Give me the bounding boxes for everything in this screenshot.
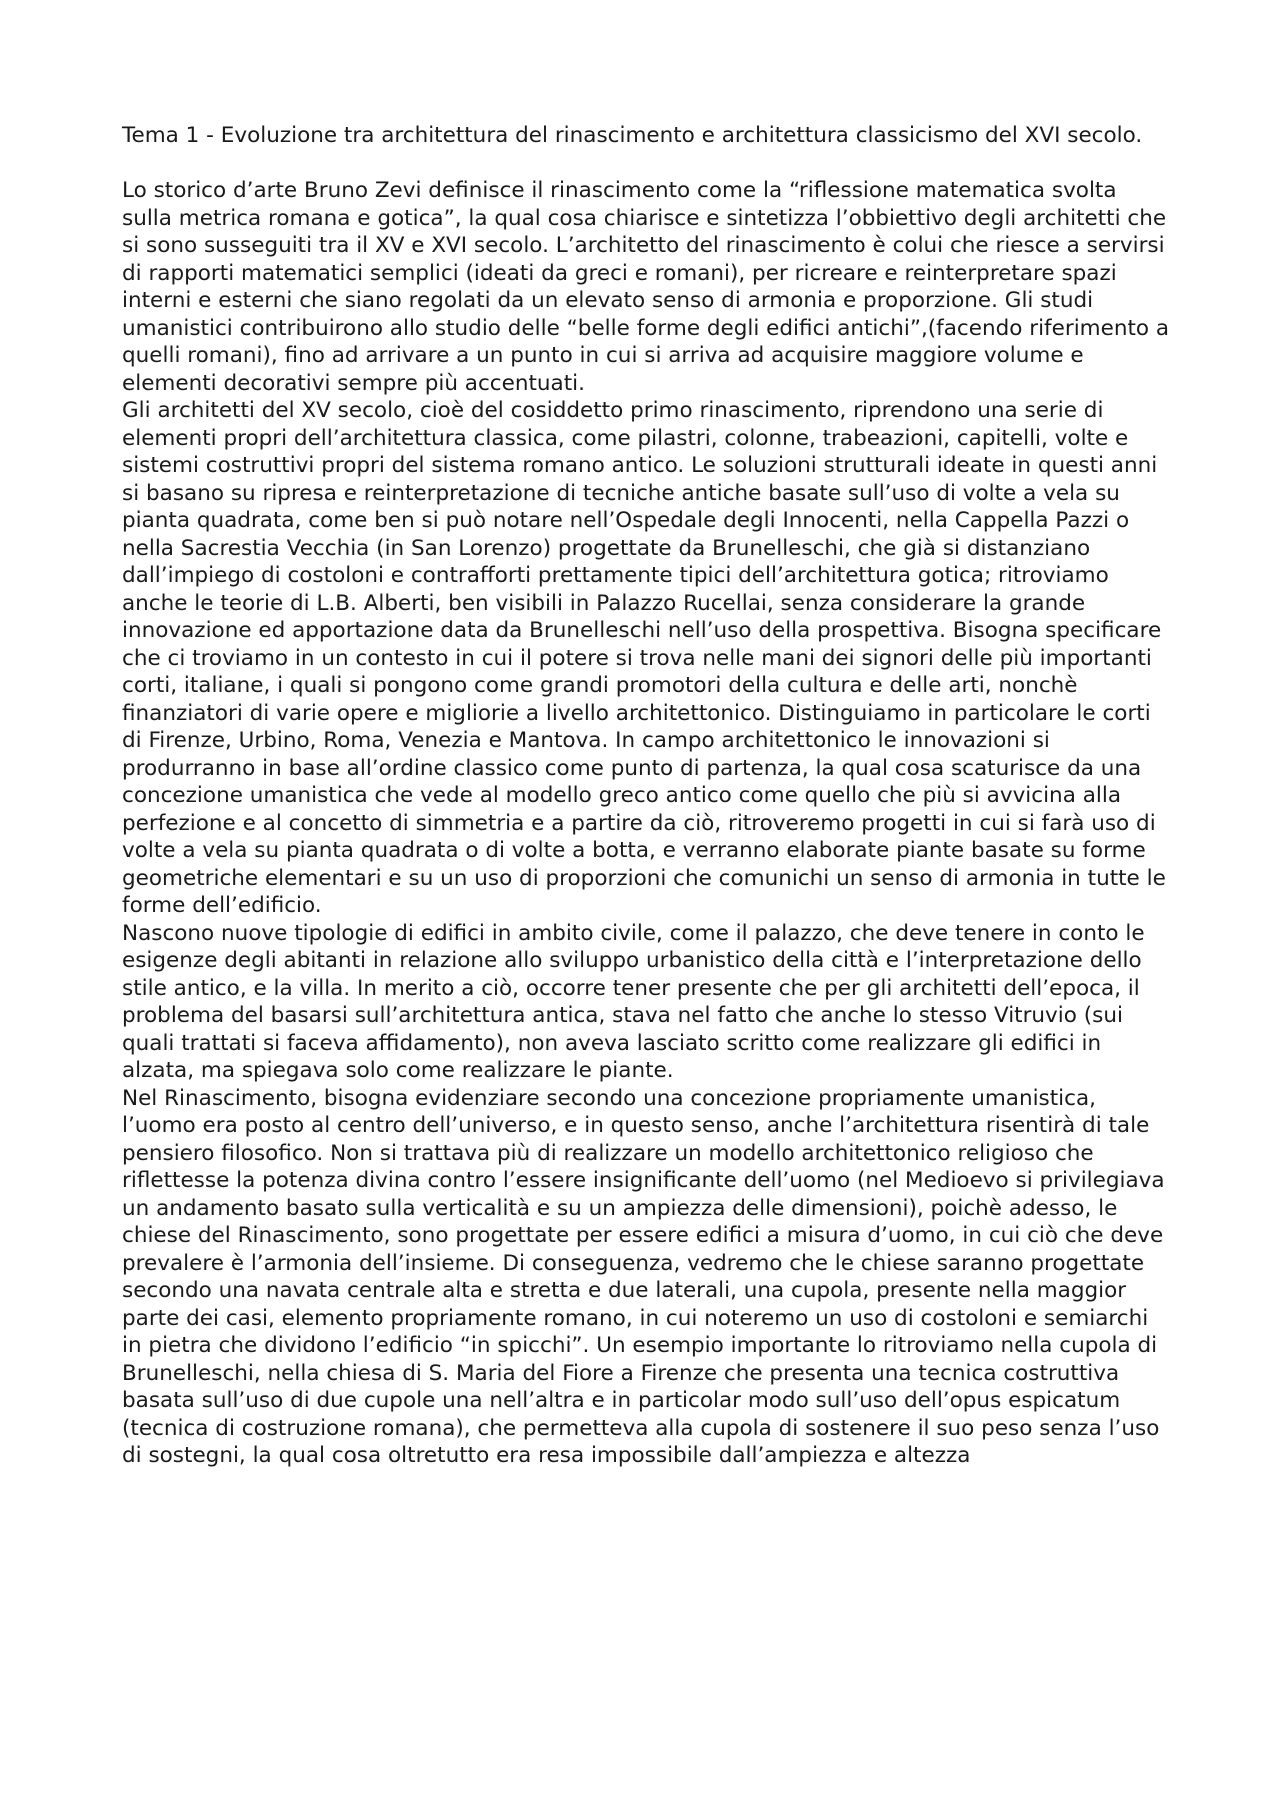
paragraph-2: Gli architetti del XV secolo, cioè del cosiddetto primo rinascimento, riprendono una serie di elementi propri dell’architettura classica, come pilastri, colonne, trabeazioni, capitelli, volte e sistemi costruttivi propri del sistema romano antico. Le soluzioni strutturali ideate in questi anni si basano su ripresa e reinterpretazione di tecniche antiche basate sull’uso di volte a vela su pianta quadrata, come ben si può notare nell’Ospedale degli Innocenti, nella Cappella Pazzi o nella Sacrestia Vecchia (in San Lorenzo) progettate da Brunelleschi, che già si distanziano dall’impiego di costoloni e contrafforti prettamente tipici dell’architettura gotica; ritroviamo anche le teorie di L.B. Alberti, ben visibili in Palazzo Rucellai, senza considerare la grande innovazione ed apportazione data da Brunelleschi nell’uso della prospettiva. Bisogna specificare che ci troviamo in un contesto in cui il potere si trova nelle mani dei signori delle più importanti corti, italiane, i quali si pongono come grandi promotori della cultura e delle arti, nonchè finanziatori di varie opere e migliorie a livello architettonico. Distinguiamo in particolare le corti di Firenze, Urbino, Roma, Venezia e Mantova. In campo architettonico le innovazioni si produrranno in base all’ordine classico come punto di partenza, la qual cosa scaturisce da una concezione umanistica che vede al modello greco antico come quello che più si avvicina alla perfezione e al concetto di simmetria e a partire da ciò, ritroveremo progetti in cui si farà uso di volte a vela su pianta quadrata o di volte a botta, e verranno elaborate piante basate su forme geometriche elementari e su un uso di proporzioni che comunichi un senso di armonia in tutte le forme dell’edificio. — [122, 398, 1166, 918]
document-body — [122, 122, 1172, 1470]
blank-line — [122, 150, 1172, 178]
paragraph-4: Nel Rinascimento, bisogna evidenziare secondo una concezione propriamente umanistica, l’uomo era posto al centro dell’universo, e in questo senso, anche l’architettura risentirà di tale pensiero filosofico. Non si trattava più di realizzare un modello architettonico religioso che riflettesse la potenza divina contro l’essere insignificante dell’uomo (nel Medioevo si privilegiava un andamento basato sulla verticalità e su un ampiezza delle dimensioni), poichè adesso, le chiese del Rinascimento, sono progettate per essere edifici a misura d’uomo, in cui ciò che deve prevalere è l’armonia dell’insieme. Di conseguenza, vedremo che le chiese saranno progettate secondo una navata centrale alta e stretta e due laterali, una cupola, presente nella maggior parte dei casi, elemento propriamente romano, in cui noteremo un uso di costoloni e semiarchi in pietra che dividono l’edificio “in spicchi”. Un esempio importante lo ritroviamo nella cupola di Brunelleschi, nella chiesa di S. Maria del Fiore a Firenze che presenta una tecnica costruttiva basata sull’uso di due cupole una nell’altra e in particolar modo sull’uso dell’opus espicatum (tecnica di costruzione romana), che permetteva alla cupola di sostenere il suo peso senza l’uso di sostegni, la qual cosa oltretutto era resa impossibile dall’ampiezza e altezza — [122, 1085, 1165, 1468]
paragraph-3: Nascono nuove tipologie di edifici in ambito civile, come il palazzo, che deve tenere in conto le esigenze degli abitanti in relazione allo sviluppo urbanistico della città e l’interpretazione dello stile antico, e la villa. In merito a ciò, occorre tener presente che per gli architetti dell’epoca, il problema del basarsi sull’architettura antica, stava nel fatto che anche lo stesso Vitruvio (sui quali trattati si faceva affidamento), non aveva lasciato scritto come realizzare gli edifici in alzata, ma spiegava solo come realizzare le piante. — [122, 920, 1145, 1083]
document-title: Tema 1 - Evoluzione tra architettura del rinascimento e architettura classicismo del XVI secolo. — [122, 123, 1143, 148]
paragraph-1: Lo storico d’arte Bruno Zevi definisce il rinascimento come la “riflessione matematica svolta sulla metrica romana e gotica”, la qual cosa chiarisce e sintetizza l’obbiettivo degli architetti che si sono susseguiti tra il XV e XVI secolo. L’architetto del rinascimento è colui che riesce a servirsi di rapporti matematici semplici (ideati da greci e romani), per ricreare e reinterpretare spazi interni e esterni che siano regolati da un elevato senso di armonia e proporzione. Gli studi umanistici contribuirono allo studio delle “belle forme degli edifici antichi”,(facendo riferimento a quelli romani), fino ad arrivare a un punto in cui si arriva ad acquisire maggiore volume e elementi decorativi sempre più accentuati. — [122, 178, 1170, 396]
